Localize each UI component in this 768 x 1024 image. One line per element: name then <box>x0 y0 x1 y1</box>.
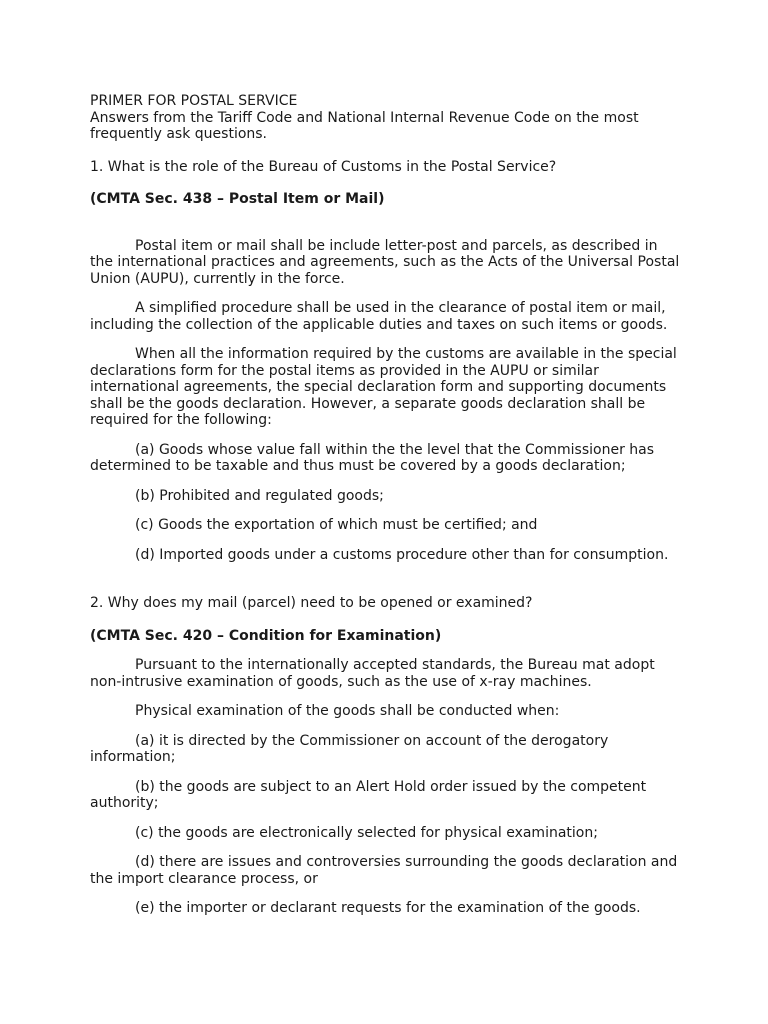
document-body <box>90 93 680 917</box>
document-title: PRIMER FOR POSTAL SERVICE <box>90 93 298 109</box>
list-item: (b) the goods are subject to an Alert Hold order issued by the competent authority; <box>90 778 647 811</box>
list-item: (c) the goods are electronically selected for physical examination; <box>135 824 598 841</box>
paragraph: Physical examination of the goods shall be conducted when: <box>135 703 560 719</box>
spacer <box>90 208 680 238</box>
spacer <box>90 563 680 595</box>
document-subtitle: Answers from the Tariff Code and National Internal Revenue Code on the most frequently ask questions. <box>90 109 639 142</box>
question-1: 1. What is the role of the Bureau of Customs in the Postal Service? <box>90 158 557 175</box>
list-item: (b) Prohibited and regulated goods; <box>135 487 384 504</box>
list-item: (d) Imported goods under a customs procedure other than for consumption. <box>135 546 669 563</box>
list-item: (a) it is directed by the Commissioner on account of the derogatory information; <box>90 732 609 765</box>
section-heading-2: (CMTA Sec. 420 – Condition for Examination) <box>90 627 442 644</box>
paragraph: When all the information required by the customs are available in the special declarations form for the postal items as provided in the AUPU or similar international agreements, the special declaration form and supporting documents shall be the goods declaration. However, a separate goods declaration shall be required for the following: <box>90 346 677 428</box>
paragraph: Pursuant to the internationally accepted standards, the Bureau mat adopt non-intrusive examination of goods, such as the use of x-ray machines. <box>90 657 655 690</box>
list-item: (c) Goods the exportation of which must be certified; and <box>135 517 538 533</box>
list-item: (e) the importer or declarant requests for the examination of the goods. <box>135 900 641 916</box>
section-heading-1: (CMTA Sec. 438 – Postal Item or Mail) <box>90 191 385 207</box>
paragraph: A simplified procedure shall be used in the clearance of postal item or mail, including the collection of the applicable duties and taxes on such items or goods. <box>90 300 668 333</box>
list-item: (a) Goods whose value fall within the the level that the Commissioner has determined to be taxable and thus must be covered by a goods declaration; <box>90 441 655 474</box>
paragraph: Postal item or mail shall be include letter-post and parcels, as described in the international practices and agreements, such as the Acts of the Universal Postal Union (AUPU), currently in the force. <box>90 237 680 287</box>
question-2: 2. Why does my mail (parcel) need to be opened or examined? <box>90 595 533 611</box>
list-item: (d) there are issues and controversies surrounding the goods declaration and the import clearance process, or <box>90 854 678 887</box>
